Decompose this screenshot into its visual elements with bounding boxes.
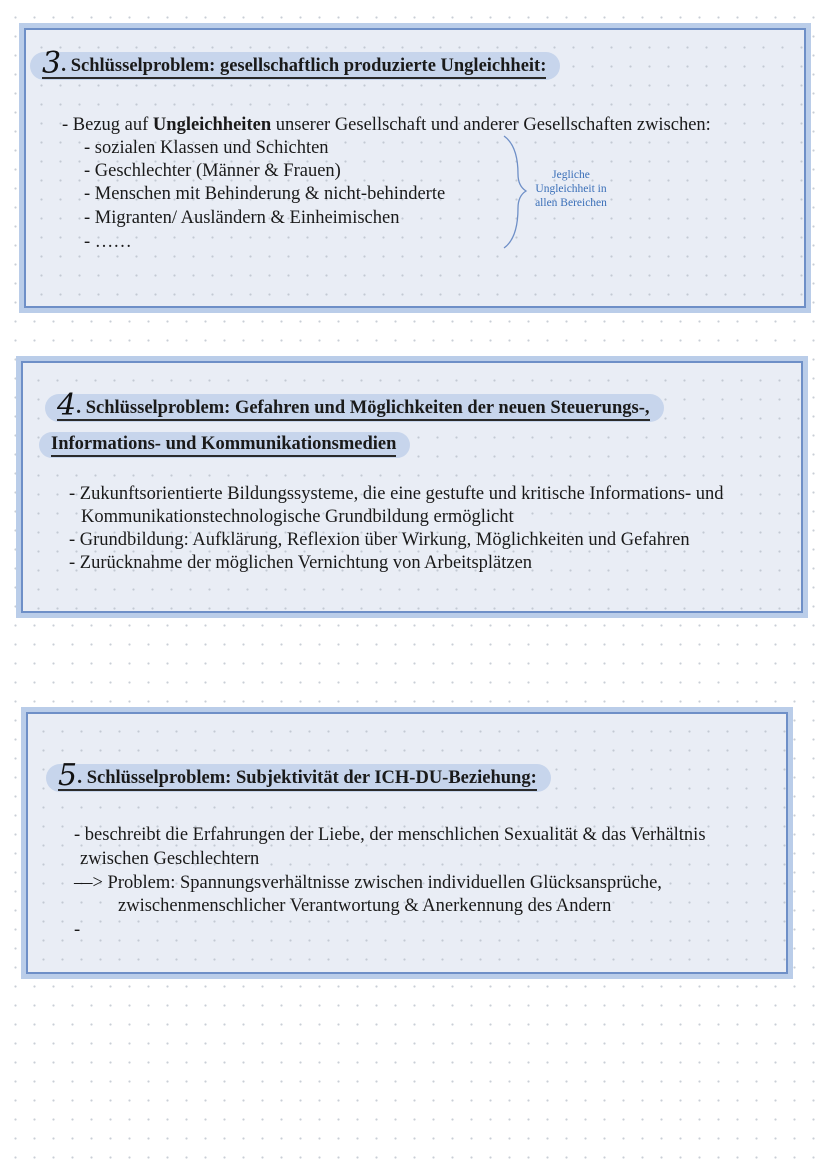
section-5-line: —> Problem: Spannungsverhältnisse zwischen individuellen Glücksansprüche, (74, 873, 662, 893)
section-4-heading-line1 (45, 388, 664, 423)
margin-note-line: Ungleichheit in (535, 183, 607, 195)
section-3-number-dot: . (61, 54, 67, 76)
section-3-intro-suffix: unserer Gesellschaft und anderer Gesellschaften zwischen: (271, 115, 711, 135)
section-4-number-dot: . (76, 396, 82, 418)
section-3-intro-bold: Ungleichheiten (152, 115, 272, 135)
section-4-line: - Grundbildung: Aufklärung, Reflexion über Wirkung, Möglichkeiten und Gefahren (69, 530, 690, 550)
section-4-line: Kommunikationstechnologische Grundbildung ermöglicht (81, 507, 514, 527)
section-3-item: - Menschen mit Behinderung & nicht-behinderte (84, 184, 446, 204)
section-3-item: - …… (84, 232, 132, 252)
section-5-line: zwischen Geschlechtern (80, 849, 260, 869)
section-3-intro (62, 114, 711, 136)
section-3-heading (30, 46, 560, 81)
section-4-title-line1: Schlüsselproblem: Gefahren und Möglichkeiten der neuen Steuerungs-, (85, 398, 650, 418)
section-3-item: - Migranten/ Ausländern & Einheimischen (84, 208, 400, 228)
section-5-heading (46, 758, 551, 793)
section-4-line: - Zurücknahme der möglichen Vernichtung von Arbeitsplätzen (69, 553, 533, 573)
section-3-intro-prefix: - Bezug auf (62, 115, 153, 135)
margin-note (526, 168, 616, 210)
margin-note-line: allen Bereichen (535, 197, 607, 209)
section-4-card (21, 361, 803, 613)
section-3-number: 3 (42, 46, 62, 81)
section-5-line: - (74, 920, 81, 940)
section-4-title-line2: Informations- und Kommunikationsmedien (51, 434, 396, 457)
margin-note-line: Jegliche (552, 169, 590, 181)
section-3-heading-label (42, 46, 547, 81)
section-5-heading-label (58, 758, 537, 793)
section-3-item: - Geschlechter (Männer & Frauen) (84, 161, 341, 181)
section-4-heading-label (57, 388, 650, 423)
section-5-line: - beschreibt die Erfahrungen der Liebe, der menschlichen Sexualität & das Verhältnis (74, 825, 706, 845)
section-5-card (26, 712, 788, 974)
section-5-number-dot: . (77, 766, 83, 788)
section-5-number: 5 (58, 758, 78, 793)
section-3-card (24, 28, 806, 308)
section-3-item: - sozialen Klassen und Schichten (84, 138, 329, 158)
section-3-title: Schlüsselproblem: gesellschaftlich produzierte Ungleichheit: (70, 56, 547, 76)
section-4-heading-line2 (39, 432, 410, 458)
section-5-title: Schlüsselproblem: Subjektivität der ICH-DU-Beziehung: (86, 768, 537, 788)
section-4-number: 4 (57, 388, 77, 423)
section-5-line: zwischenmenschlicher Verantwortung & Anerkennung des Andern (118, 896, 612, 916)
section-4-line: - Zukunftsorientierte Bildungssysteme, die eine gestufte und kritische Informations- und (69, 484, 724, 504)
